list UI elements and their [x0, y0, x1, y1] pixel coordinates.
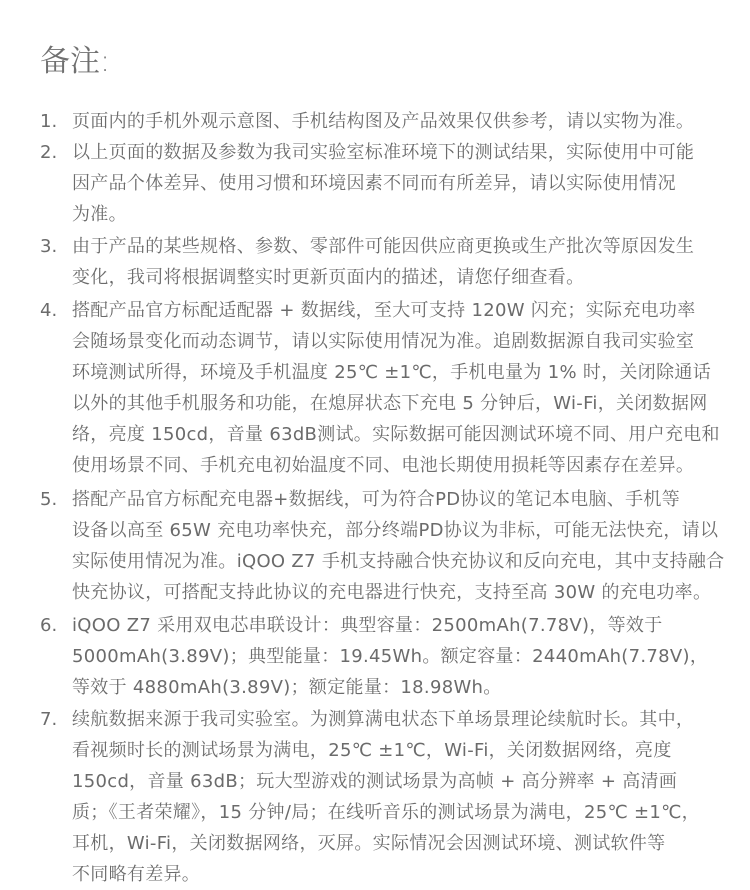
note-line: 以上页面的数据及参数为我司实验室标准环境下的测试结果，实际使用中可能 [72, 142, 695, 163]
note-item-3 [40, 231, 730, 293]
note-item-4 [40, 295, 730, 481]
note-line: 耳机，Wi-Fi，关闭数据网络，灭屏。实际情况会因测试环境、测试软件等 [72, 833, 666, 854]
note-line: 以外的其他手机服务和功能，在熄屏状态下充电 5 分钟后，Wi-Fi，关闭数据网 [72, 393, 708, 414]
note-number: 3. [40, 236, 58, 257]
note-line: 实际使用情况为准。iQOO Z7 手机支持融合快充协议和反向充电，其中支持融合 [72, 551, 725, 572]
note-line: 使用场景不同、手机充电初始温度不同、电池长期使用损耗等因素存在差异。 [72, 455, 695, 476]
note-number: 6. [40, 615, 58, 636]
note-number: 7. [40, 709, 58, 730]
note-item-1 [40, 106, 730, 137]
note-item-5 [40, 484, 730, 608]
note-line: 150cd，音量 63dB；玩大型游戏的测试场景为高帧 + 高分辨率 + 高清画 [72, 771, 678, 792]
note-line: 续航数据来源于我司实验室。为测算满电状态下单场景理论续航时长。其中， [72, 709, 695, 730]
note-line: 会随场景变化而动态调节，请以实际使用情况为准。追剧数据源自我司实验室 [72, 331, 695, 352]
note-number: 4. [40, 300, 58, 321]
note-line: 设备以高至 65W 充电功率快充，部分终端PD协议为非标，可能无法快充，请以 [72, 520, 719, 541]
note-line: 快充协议，可搭配支持此协议的充电器进行快充，支持至高 30W 的充电功率。 [72, 582, 712, 603]
note-line: 因产品个体差异、使用习惯和环境因素不同而有所差异，请以实际使用情况 [72, 173, 676, 194]
note-line: 5000mAh(3.89V)；典型能量：19.45Wh。额定容量：2440mAh(7.78V)， [72, 646, 709, 667]
note-line: 等效于 4880mAh(3.89V)；额定能量：18.98Wh。 [72, 677, 502, 698]
note-item-6 [40, 610, 730, 703]
note-number: 2. [40, 142, 58, 163]
note-line: 为准。 [72, 204, 127, 225]
note-line: 变化，我司将根据调整实时更新页面内的描述，请您仔细查看。 [72, 267, 585, 288]
note-number: 1. [40, 111, 58, 132]
note-line: 质；《王者荣耀》，15 分钟/局；在线听音乐的测试场景为满电，25℃ ±1℃， [72, 802, 700, 823]
note-item-7 [40, 704, 730, 890]
page-title: 备注: [40, 44, 111, 79]
note-line: 看视频时长的测试场景为满电，25℃ ±1℃，Wi-Fi，关闭数据网络，亮度 [72, 740, 672, 761]
note-line: 搭配产品官方标配适配器 + 数据线，至大可支持 120W 闪充；实际充电功率 [72, 300, 696, 321]
note-item-2 [40, 137, 730, 230]
note-line: 页面内的手机外观示意图、手机结构图及产品效果仅供参考，请以实物为准。 [72, 111, 695, 132]
note-line: 环境测试所得，环境及手机温度 25℃ ±1℃，手机电量为 1% 时，关闭除通话 [72, 362, 712, 383]
note-line: 由于产品的某些规格、参数、零部件可能因供应商更换或生产批次等原因发生 [72, 236, 695, 257]
note-line: 搭配产品官方标配充电器+数据线，可为符合PD协议的笔记本电脑、手机等 [72, 489, 680, 510]
note-line: 络，亮度 150cd，音量 63dB测试。实际数据可能因测试环境不同、用户充电和 [72, 424, 720, 445]
note-line: iQOO Z7 采用双电芯串联设计：典型容量：2500mAh(7.78V)，等效于 [72, 615, 663, 636]
note-line: 不同略有差异。 [72, 864, 201, 885]
note-number: 5. [40, 489, 58, 510]
